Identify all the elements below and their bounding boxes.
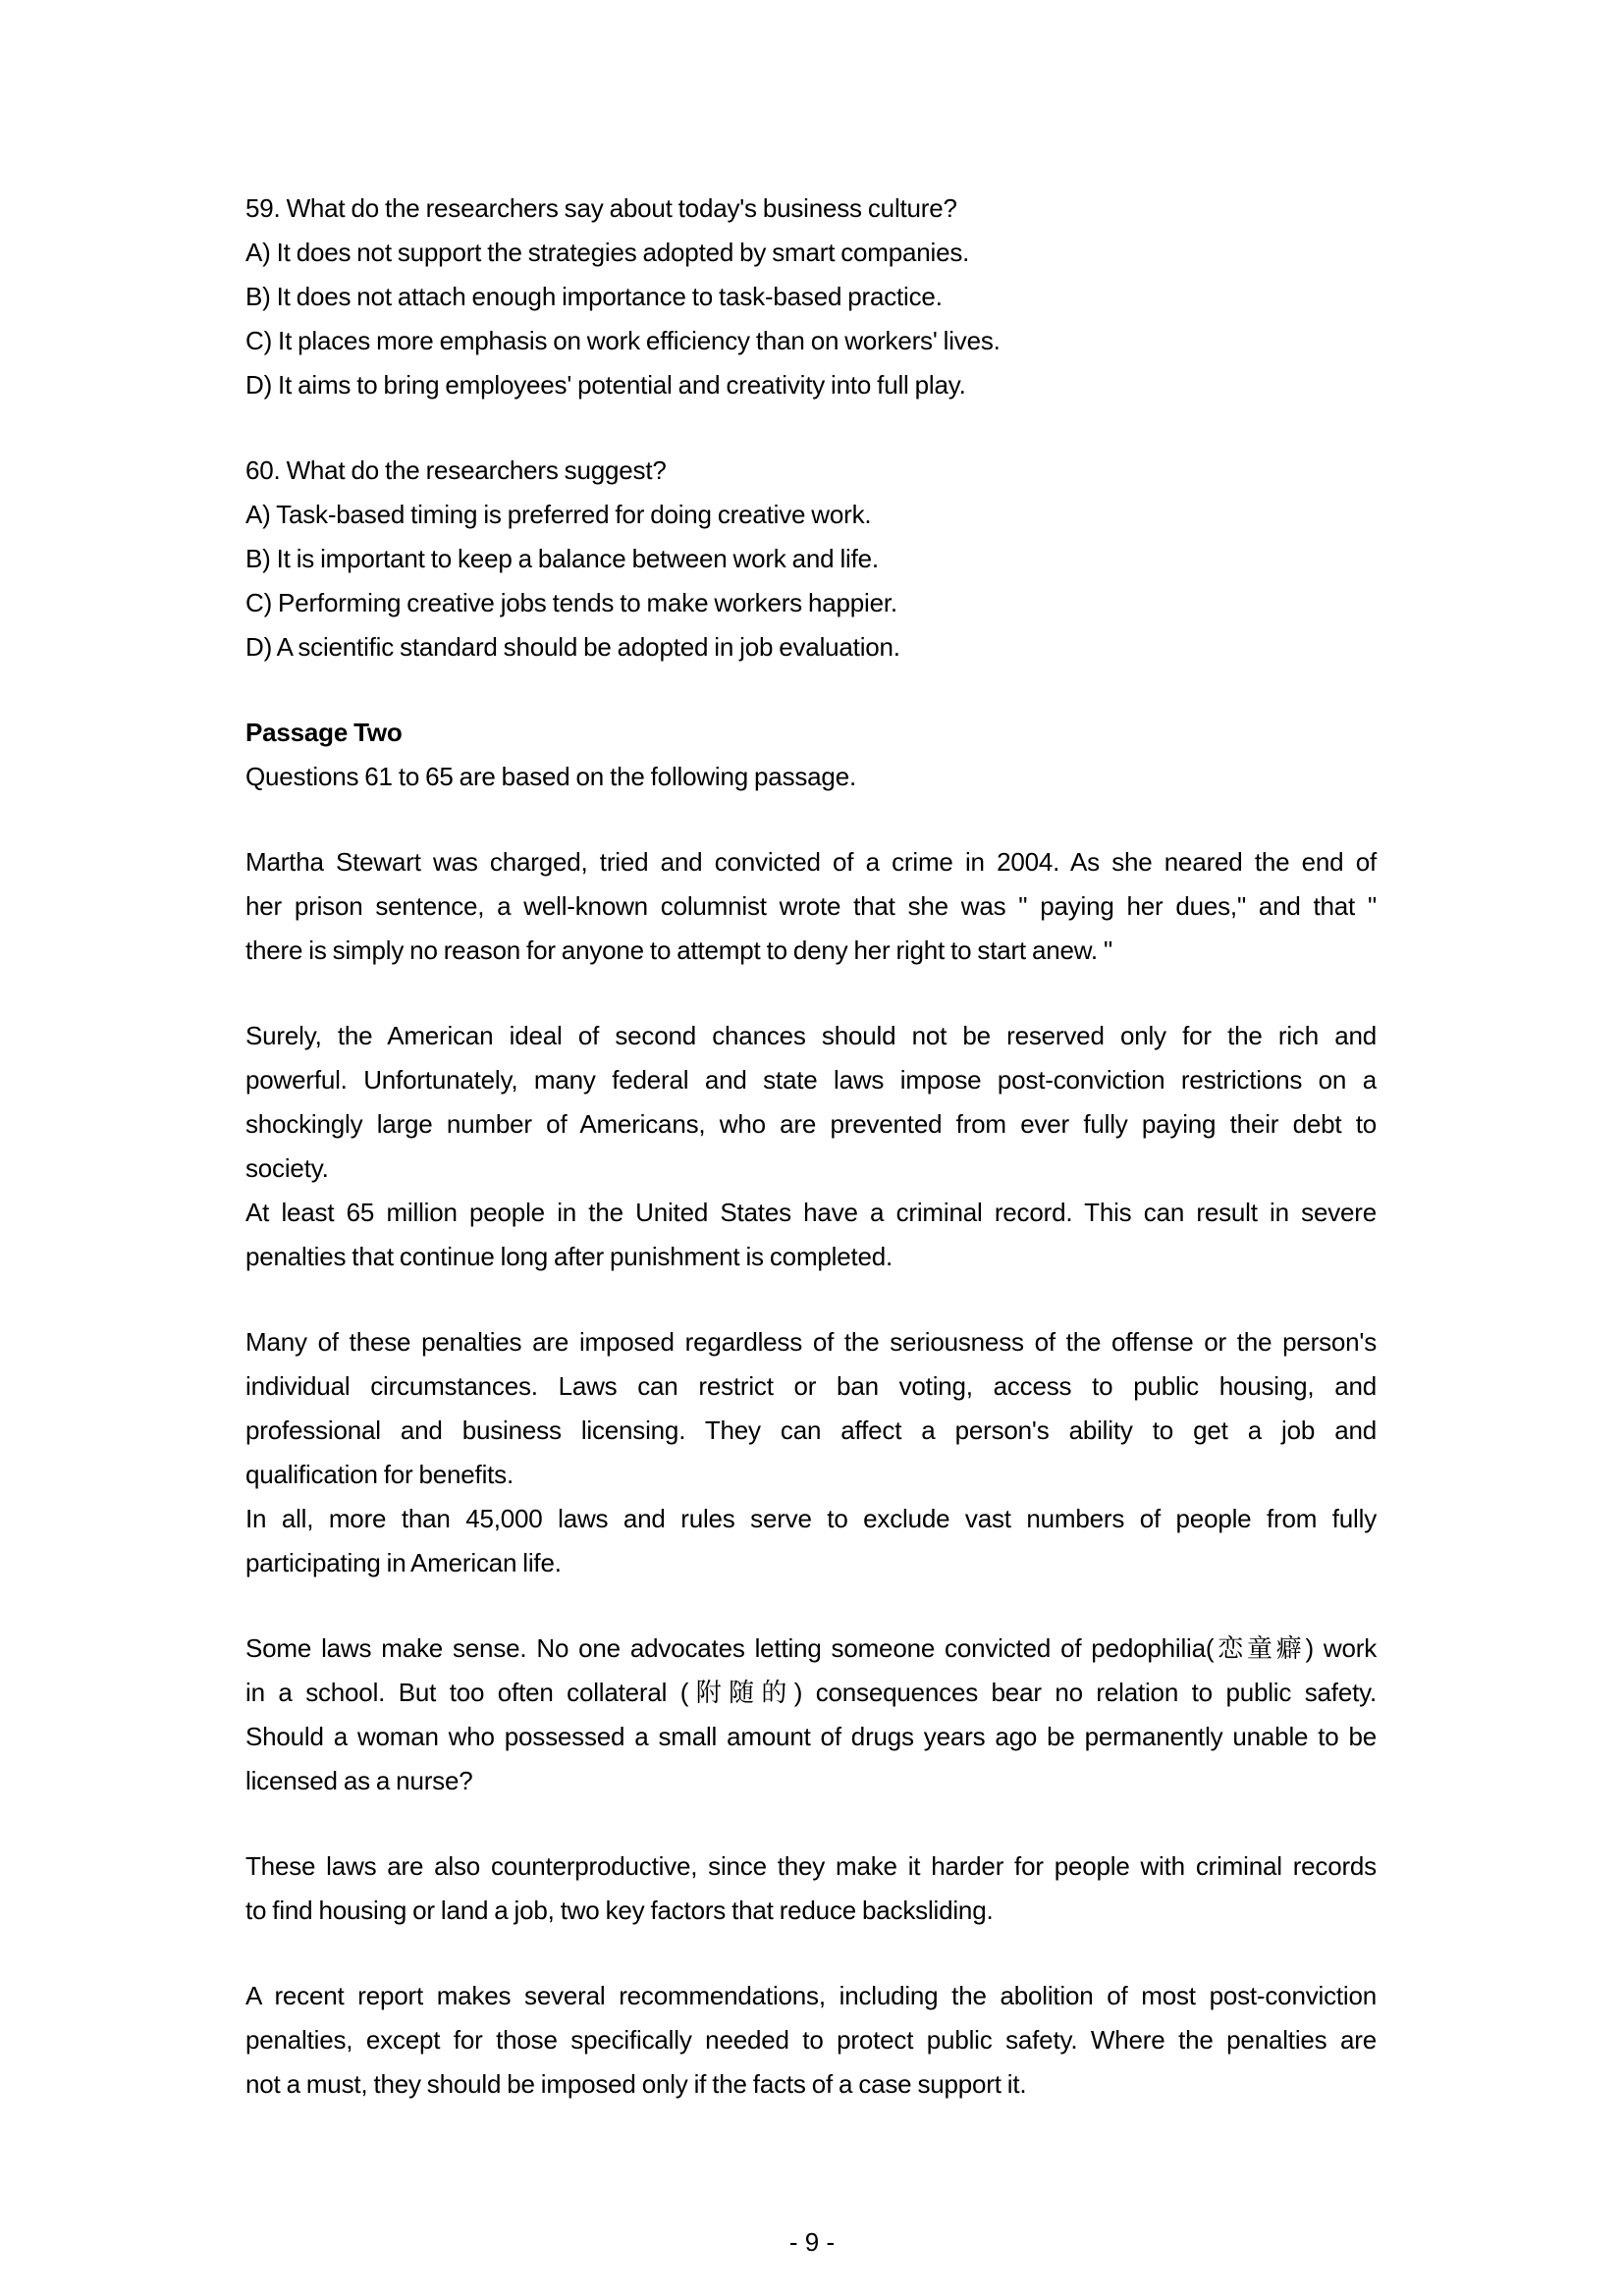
answer-option-c: C) Performing creative jobs tends to make workers happier. [245, 588, 897, 617]
passage-line: participating in American life. [245, 1548, 562, 1577]
passage-line: Many of these penalties are imposed regardless of the seriousness of the offense or the person's [245, 1327, 1377, 1357]
answer-option-d: D) It aims to bring employees' potential and creativity into full play. [245, 370, 966, 400]
question-59 [245, 187, 1377, 407]
passage-paragraph-4 [245, 1627, 1377, 1803]
passage-line: In all, more than 45,000 laws and rules serve to exclude vast numbers of people from fully [245, 1504, 1377, 1533]
answer-option-b: B) It is important to keep a balance between work and life. [245, 544, 879, 573]
question-stem: 59. What do the researchers say about today's business culture? [245, 193, 957, 223]
passage-line: At least 65 million people in the United States have a criminal record. This can result in severe [245, 1198, 1377, 1227]
passage-line: Should a woman who possessed a small amount of drugs years ago be permanently unable to be [245, 1722, 1377, 1751]
answer-option-c: C) It places more emphasis on work efficiency than on workers' lives. [245, 326, 1001, 355]
passage-heading-block [245, 711, 1377, 799]
passage-line: powerful. Unfortunately, many federal and state laws impose post-conviction restrictions on a [245, 1065, 1377, 1095]
question-60 [245, 449, 1377, 669]
passage-line: in a school. But too often collateral (附随的) consequences bear no relation to public safety. [245, 1678, 1377, 1707]
passage-line: individual circumstances. Laws can restrict or ban voting, access to public housing, and [245, 1371, 1377, 1401]
passage-line: professional and business licensing. They can affect a person's ability to get a job and [245, 1415, 1377, 1445]
question-stem: 60. What do the researchers suggest? [245, 455, 667, 485]
passage-line: A recent report makes several recommendations, including the abolition of most post-conviction [245, 1981, 1377, 2010]
passage-paragraph-3 [245, 1320, 1377, 1585]
passage-line: to find housing or land a job, two key factors that reduce backsliding. [245, 1896, 994, 1925]
passage-paragraph-1 [245, 840, 1377, 973]
answer-option-d: D) A scientific standard should be adopted in job evaluation. [245, 632, 900, 662]
passage-line: Martha Stewart was charged, tried and convicted of a crime in 2004. As she neared the end of [245, 847, 1377, 877]
passage-line: Some laws make sense. No one advocates letting someone convicted of pedophilia(恋童癖) work [245, 1633, 1377, 1663]
passage-line: licensed as a nurse? [245, 1766, 473, 1795]
passage-line: qualification for benefits. [245, 1460, 514, 1489]
answer-option-a: A) It does not support the strategies adopted by smart companies. [245, 238, 970, 267]
passage-paragraph-2 [245, 1014, 1377, 1279]
passage-line: not a must, they should be imposed only if the facts of a case support it. [245, 2069, 1027, 2099]
answer-option-b: B) It does not attach enough importance to task-based practice. [245, 282, 943, 311]
page-content [245, 187, 1377, 2148]
page-number: - 9 - [788, 2227, 836, 2257]
passage-paragraph-5 [245, 1844, 1377, 1933]
passage-line: her prison sentence, a well-known columnist wrote that she was " paying her dues," and that " [245, 891, 1377, 921]
passage-line: society. [245, 1153, 329, 1183]
passage-line: there is simply no reason for anyone to attempt to deny her right to start anew. " [245, 935, 1112, 965]
passage-line: penalties that continue long after punishment is completed. [245, 1242, 893, 1271]
passage-line: These laws are also counterproductive, since they make it harder for people with criminal records [245, 1851, 1377, 1881]
passage-paragraph-6 [245, 1974, 1377, 2107]
passage-line: shockingly large number of Americans, who are prevented from ever fully paying their debt to [245, 1109, 1377, 1139]
passage-heading: Passage Two [245, 718, 403, 747]
passage-line: Surely, the American ideal of second chances should not be reserved only for the rich and [245, 1021, 1377, 1050]
passage-line: penalties, except for those specifically needed to protect public safety. Where the penalties are [245, 2025, 1377, 2055]
passage-intro: Questions 61 to 65 are based on the following passage. [245, 762, 856, 791]
answer-option-a: A) Task-based timing is preferred for doing creative work. [245, 500, 872, 529]
